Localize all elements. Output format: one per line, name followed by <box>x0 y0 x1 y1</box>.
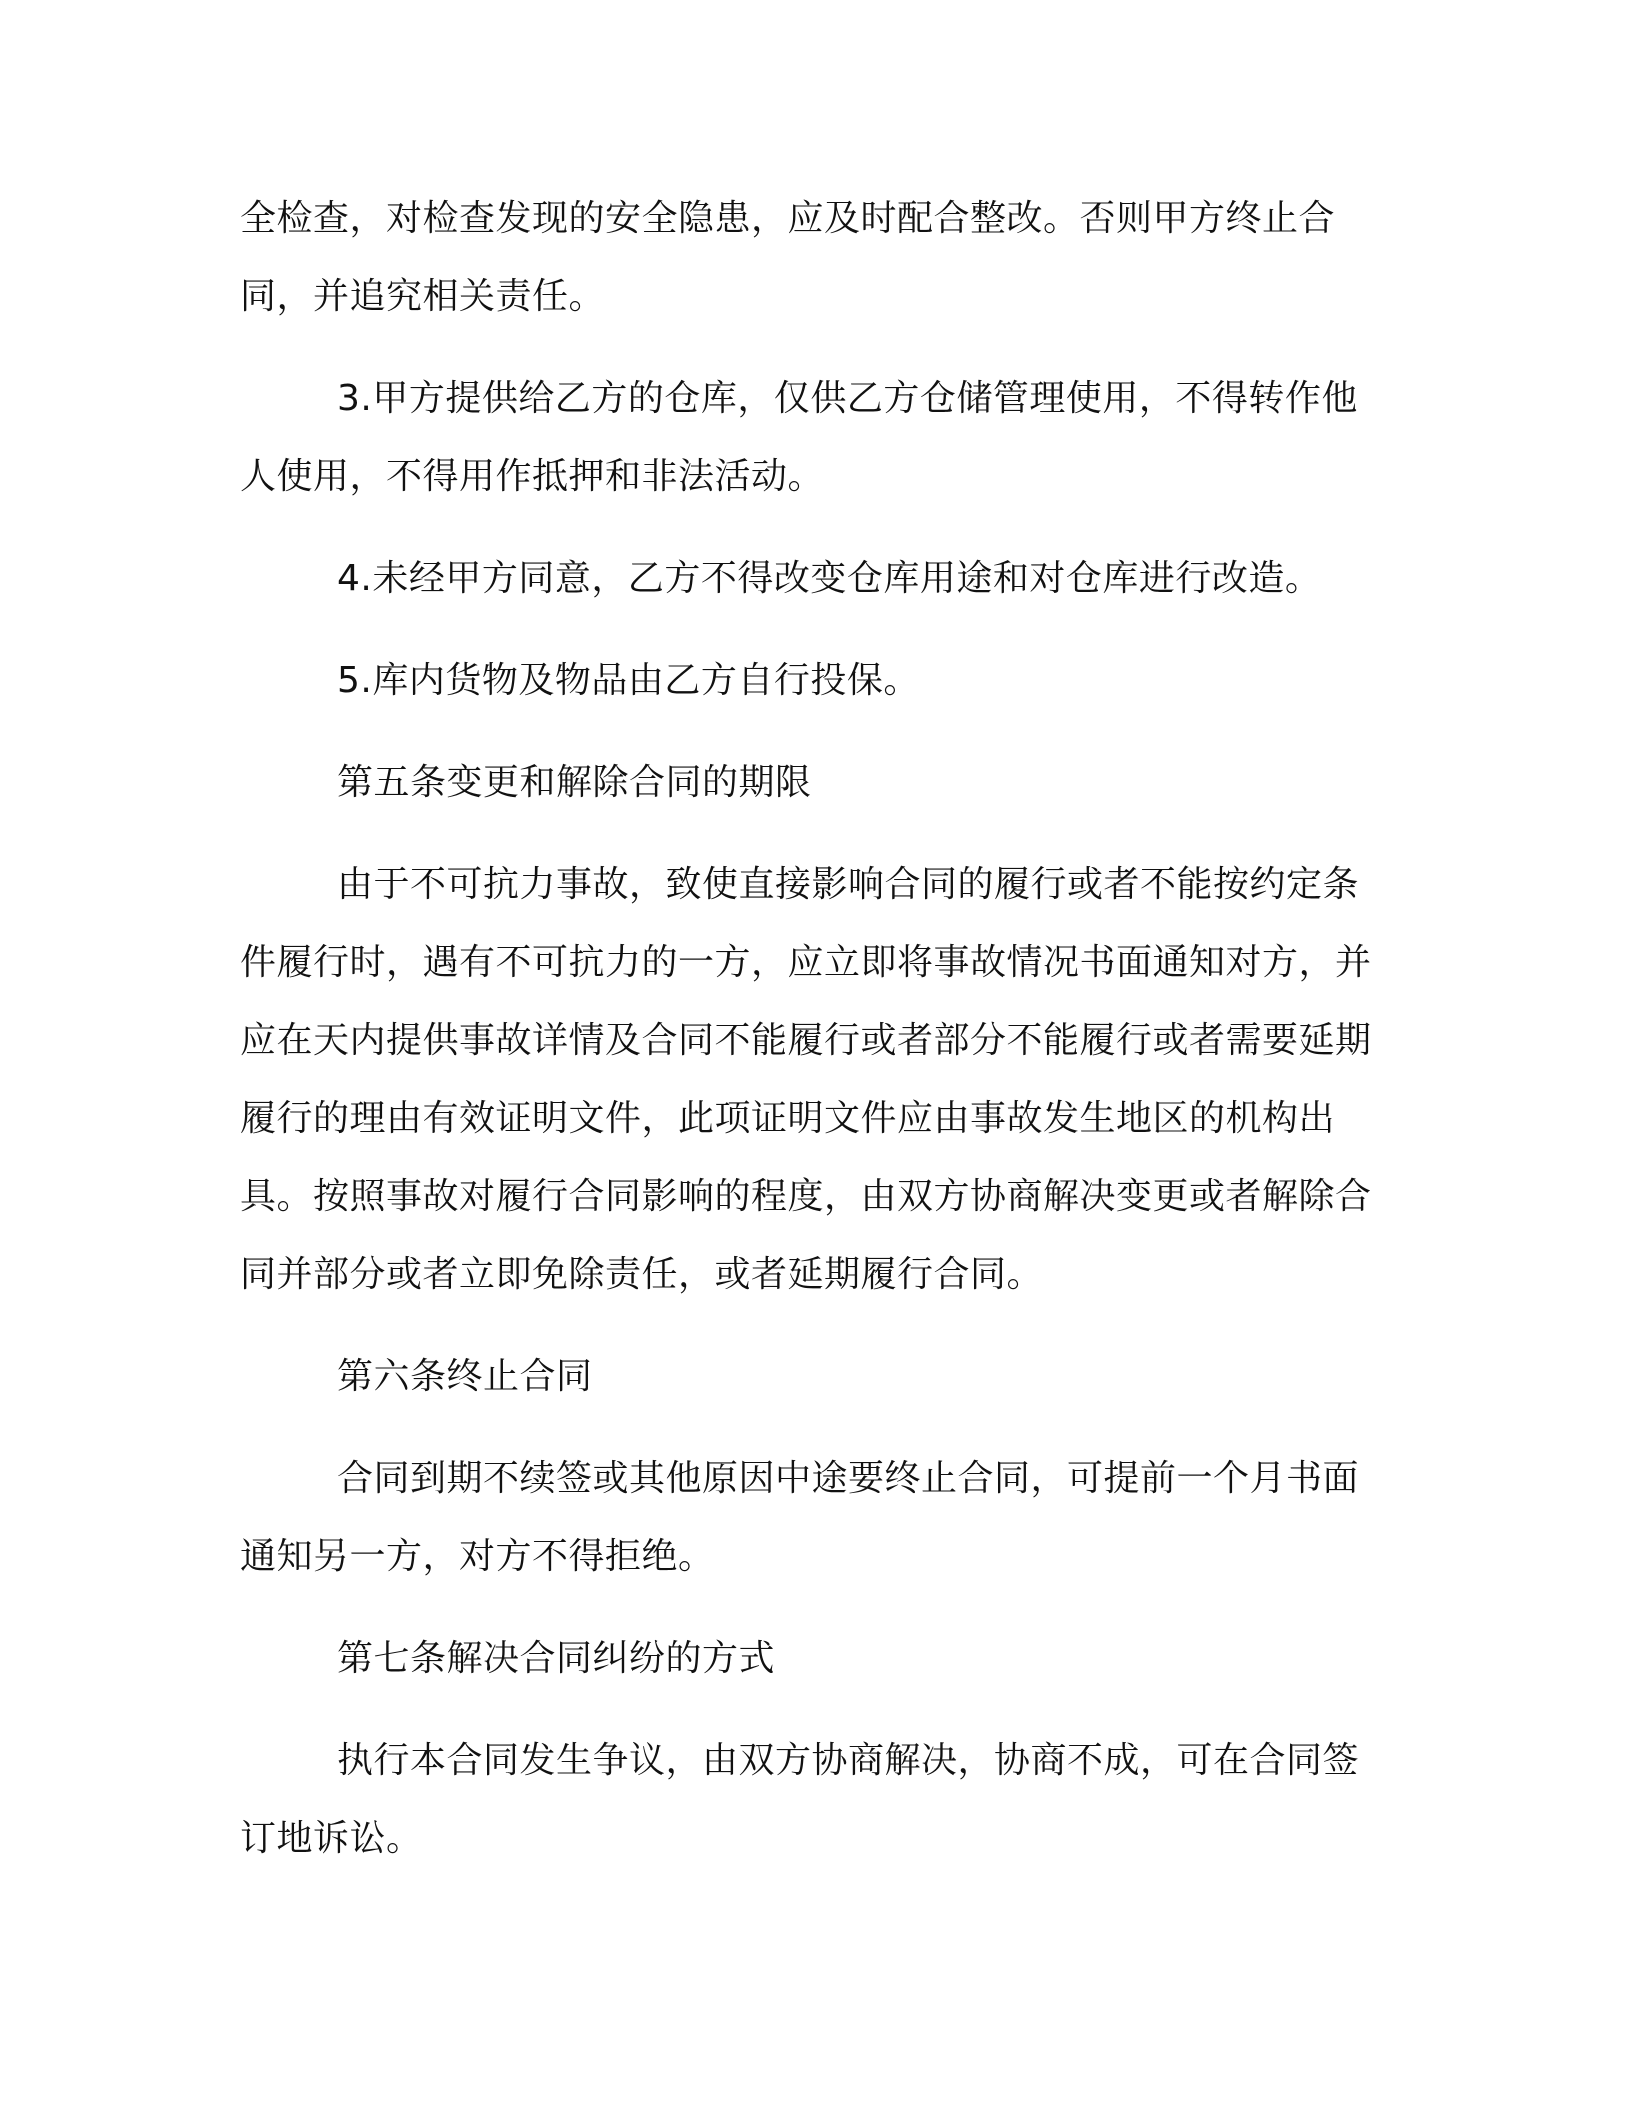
paragraph-clause-4: 4.未经甲方同意，乙方不得改变仓库用途和对仓库进行改造。 <box>337 558 1322 599</box>
paragraph-force-majeure: 由于不可抗力事故，致使直接影响合同的履行或者不能按约定条件履行时，遇有不可抗力的一方，应立即将事故情况书面通知对方，并应在天内提供事故详情及合同不能履行或者部分不能履行或者需要延期履行的理由有效证明文件，此项证明文件应由事故发生地区的机构出具。按照事故对履行合同影响的程度，由双方协商解决变更或者解除合同并部分或者立即免除责任，或者延期履行合同。 <box>240 864 1372 1295</box>
heading-article-7: 第七条解决合同纠纷的方式 <box>337 1638 776 1679</box>
document-page <box>240 180 1390 1902</box>
paragraph-safety-inspection: 全检查，对检查发现的安全隐患，应及时配合整改。否则甲方终止合同，并追究相关责任。 <box>240 198 1336 317</box>
paragraph-termination: 合同到期不续签或其他原因中途要终止合同，可提前一个月书面通知另一方，对方不得拒绝。 <box>240 1458 1360 1577</box>
heading-article-5: 第五条变更和解除合同的期限 <box>337 762 812 803</box>
paragraph-clause-3: 3.甲方提供给乙方的仓库，仅供乙方仓储管理使用，不得转作他人使用，不得用作抵押和非法活动。 <box>240 378 1358 497</box>
paragraph-dispute-resolution: 执行本合同发生争议，由双方协商解决，协商不成，可在合同签订地诉讼。 <box>240 1740 1360 1859</box>
paragraph-clause-5: 5.库内货物及物品由乙方自行投保。 <box>337 660 920 701</box>
heading-article-6: 第六条终止合同 <box>337 1356 593 1397</box>
